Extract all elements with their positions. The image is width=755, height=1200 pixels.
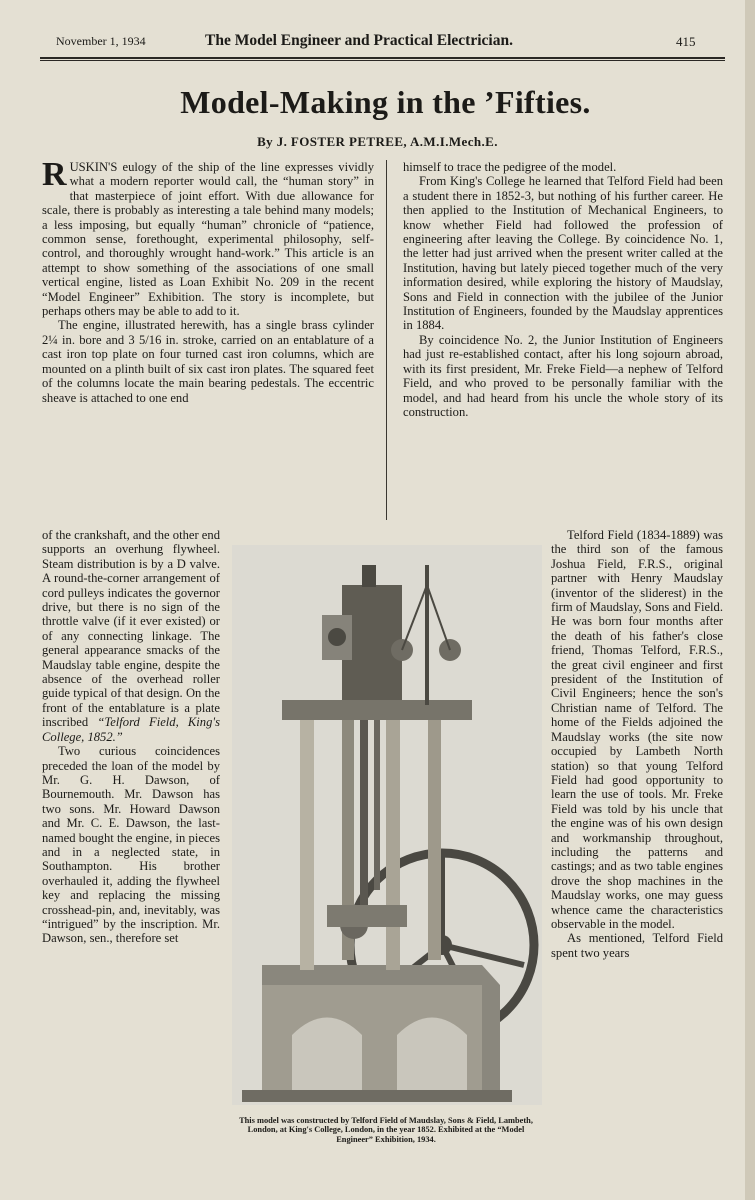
issue-date: November 1, 1934 bbox=[56, 34, 146, 48]
column-right-lower bbox=[551, 528, 723, 960]
drop-cap: R bbox=[42, 156, 67, 193]
paragraph: The engine, illustrated herewith, has a single brass cylinder 2¼ in. bore and 3 5/16 in. stroke, carried on an entablature of a cast iron top plate on four turned cast iron columns, which are mounted on a plinth built of six cast iron plates. The squared feet of the columns locate the main bearing pedestals. The eccentric sheave is attached to one end bbox=[42, 318, 374, 405]
paragraph bbox=[42, 528, 220, 744]
column-left-lower bbox=[42, 528, 220, 946]
paragraph: himself to trace the pedigree of the model. bbox=[403, 160, 617, 174]
column-divider bbox=[386, 160, 387, 520]
paragraph: Telford Field (1834-1889) was the third son of the famous Joshua Field, F.R.S., original partner with Henry Maudslay (inventor of the sliderest) in the firm of Maudslay, Sons and Field. He was born four months after the death of his father's close friend, Thomas Telford, F.R.S., the great civil engineer and first president of the Institution of Civil Engineers; hence the son's Christian name of Telford. The home of the Fields adjoined the Maudslay works (the site now occupied by Lambeth North station) so that young Telford Field had good opportunity to learn the use of tools. Mr. Freke Field was told by his uncle that the engine was of his own design and workmanship throughout, including the patterns and castings; and as two table engines drove the shop machines in the Maudslay works, one may guess whence came the characteristics observable in the model. bbox=[551, 528, 723, 931]
paragraph-text: USKIN'S eulogy of the ship of the line expresses vividly what a modern reporter would call, the “human story” in that masterpiece of joint effort. With due allowance for scale, there is probably as interesting a tale behind many models; a less imposing, but equally “human” chronicle of “patience, common sense, forethought, experimental philosophy, self-control, and thoroughly wrought hand-work.” This article is an attempt to show something of the associations of one small vertical engine, listed as Loan Exhibit No. 209 in the recent “Model Engineer” Exhibition. The story is incomplete, but perhaps others may be able to add to it. bbox=[42, 160, 374, 319]
running-header bbox=[0, 30, 745, 58]
header-rule-thin bbox=[40, 60, 725, 61]
paragraph: As mentioned, Telford Field spent two years bbox=[551, 931, 723, 960]
paragraph: By coincidence No. 2, the Junior Institution of Engineers had just re-established contact, after his long sojourn abroad, with its first president, Mr. Freke Field—a nephew of Telford Field, and who proved to be personally familiar with the model, and had heard from his uncle the whole story of its construction. bbox=[403, 332, 723, 419]
paragraph bbox=[42, 156, 374, 319]
column-right-upper bbox=[403, 160, 723, 419]
inscription-text: “Telford Field, King's College, 1852.” bbox=[42, 715, 220, 744]
paragraph: From King's College he learned that Telford Field had been a student there in 1852-3, but nothing of his further career. He then applied to the Institution of Mechanical Engineers, to know whether Field had followed the profession of engineering after leaving the College. By coincidence No. 1, the letter had just arrived when the present writer called at the Institution, having but lately pieced together much of the very information desired, while exploring the history of Maudslay, Sons and Field in connection with the jubilee of the Junior Institution of Engineers, founded by the Maudslay apprentices in 1884. bbox=[403, 174, 723, 333]
photo-caption: This model was constructed by Telford Field of Maudslay, Sons & Field, Lambeth, London, at King's College, London, in the year 1852. Exhibited at the “Model Engineer” Exhibition, 1934. bbox=[239, 1116, 533, 1144]
article-byline: By J. FOSTER PETREE, A.M.I.Mech.E. bbox=[257, 134, 498, 149]
page-number: 415 bbox=[676, 34, 696, 49]
paragraph-text: of the crankshaft, and the other end supports an overhung flywheel. Steam distribution is by a D valve. A round-the-corner arrangement of cord pulleys indicates the governor drive, but there is no sign of the throttle valve (if it ever existed) or of any connecting linkage. The general appearance smacks of the Maudslay table engine, despite the absence of the overhead roller guide typical of that design. On the front of the entablature is a plate inscribed bbox=[42, 528, 220, 730]
engine-illustration bbox=[232, 545, 542, 1105]
column-left-upper bbox=[42, 156, 374, 405]
engine-photograph bbox=[232, 545, 542, 1105]
header-rule bbox=[40, 57, 725, 59]
page-edge bbox=[745, 0, 755, 1200]
article-title: Model-Making in the ’Fifties. bbox=[180, 84, 591, 120]
paragraph: Two curious coincidences preceded the loan of the model by Mr. G. H. Dawson, of Bournemouth. Mr. Dawson has two sons. Mr. Howard Dawson and Mr. C. E. Dawson, the last-named bought the engine, in pieces and in a neglected state, in Southampton. His brother overhauled it, adding the flywheel key and replacing the missing crosshead-pin, and, inevitably, was “intrigued” by the inscription. Mr. Dawson, sen., therefore set bbox=[42, 744, 220, 946]
journal-title: The Model Engineer and Practical Electrician. bbox=[205, 32, 513, 49]
